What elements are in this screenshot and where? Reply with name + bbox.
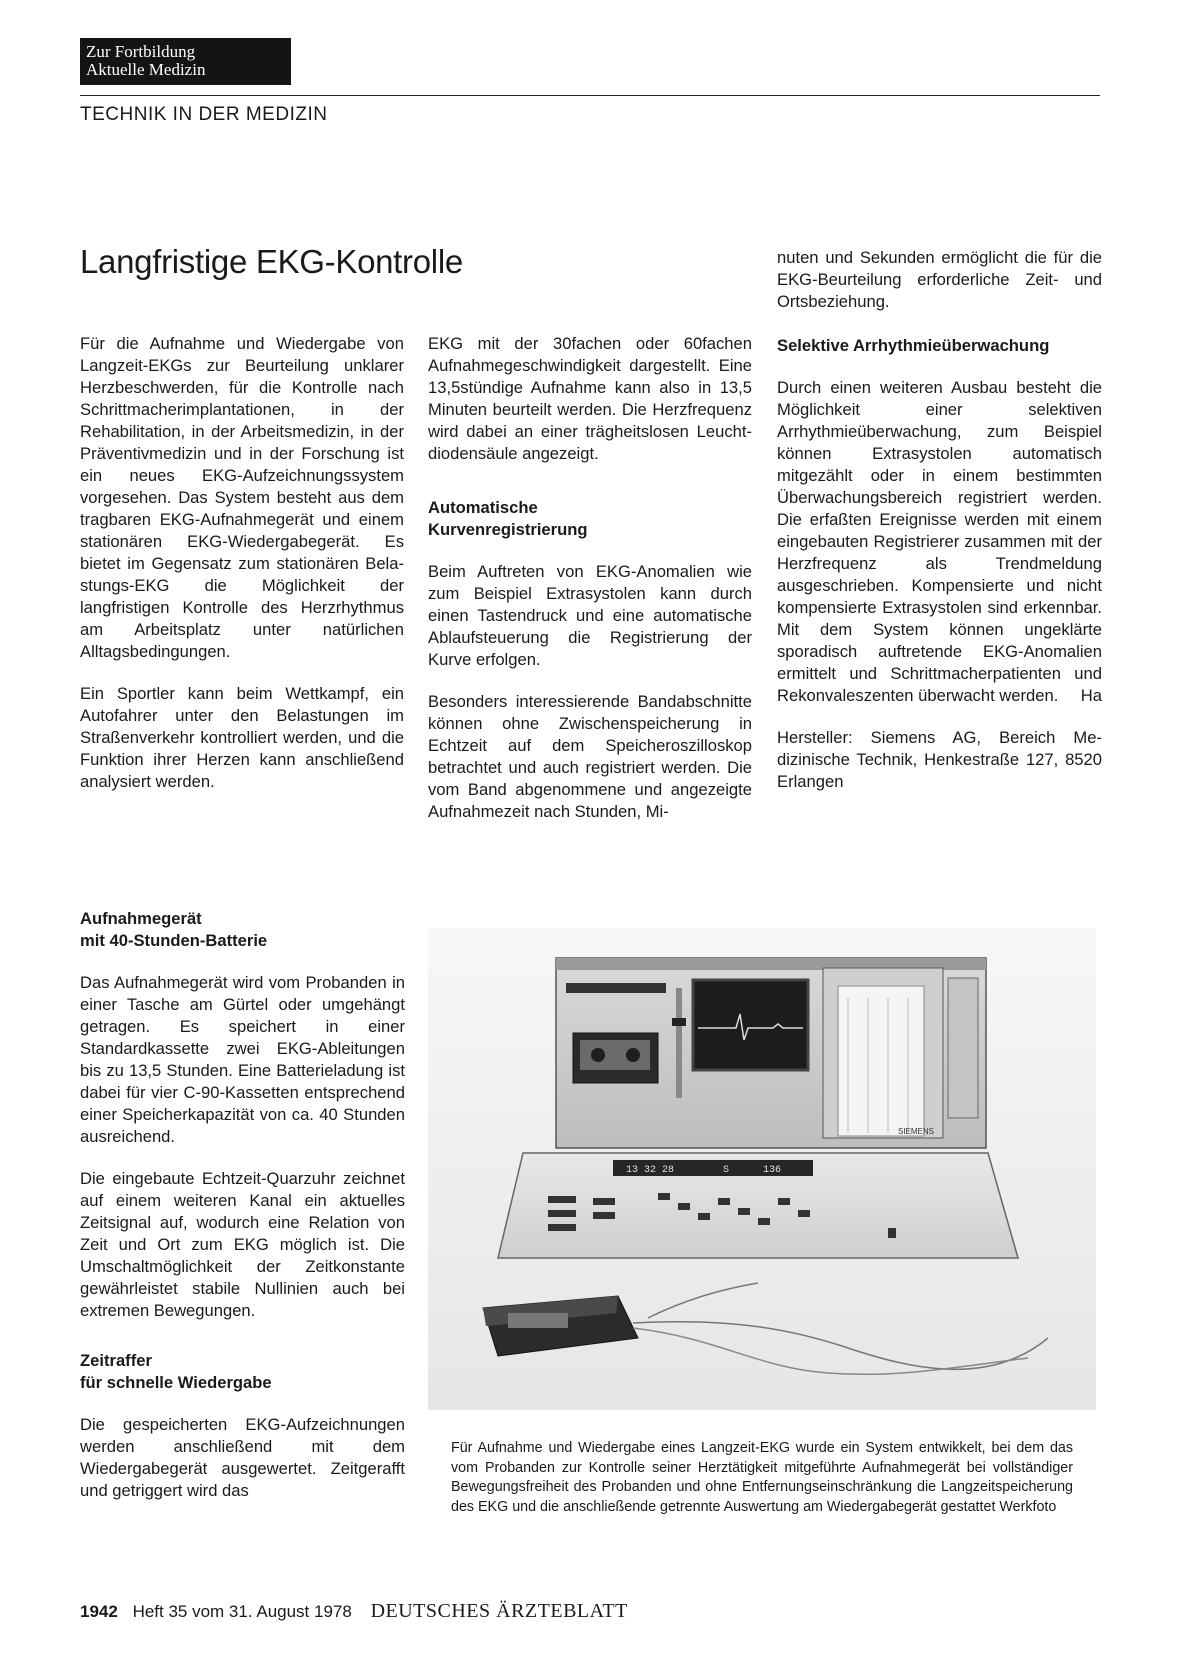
header-rule	[80, 95, 1100, 96]
caption-text: Für Aufnahme und Wiedergabe eines Langzeit-EKG wurde ein System entwikkelt, bei dem das vom Probanden zur Kontrolle seiner Herztätigkeit mitgeführte Aufnahmegerät bei vollständiger Bewegungsfreiheit des Probanden und ohne Entfernungseinschränkung die Langzeitspeicherung des EKG und die anschließende getrennte Auswertung am Wiedergabegerät gestattet	[451, 1440, 1073, 1515]
time-display: 13 32 28	[626, 1165, 675, 1176]
paragraph: Die eingebaute Echtzeit-Quarzuhr zeichnet auf einem weiteren Kanal ein aktuelles Zeitsignal auf, wodurch eine Relation von Zeit und Ort zum EKG möglich ist. Die Umschaltmöglichkeit der Zeitkonstante gewährleistet stabile Nullinien auch bei extremen Bewegungen.	[80, 1169, 405, 1320]
kicker-line-1: Zur Fortbildung	[86, 42, 196, 61]
issue-info: Heft 35 vom 31. August 1978	[132, 1602, 352, 1621]
paragraph: Beim Auftreten von EKG-Anomalien wie zum Beispiel Extrasystolen kann durch einen Tastendruck und eine automatische Ablaufsteuerung die Registrierung der Kurve erfolgen.	[428, 562, 752, 669]
ekg-device-illustration	[428, 928, 1096, 1410]
column-1	[80, 333, 404, 813]
column-4	[80, 908, 405, 1522]
section-heading: TECHNIK IN DER MEDIZIN	[80, 104, 328, 125]
paragraph: EKG mit der 30fachen oder 60fachen Aufnahmegeschwindigkeit dargestellt. Eine 13,5stündige Aufnahme kann also in 13,5 Minuten beurteilt werden. Die Herzfrequenz wird dabei an einer trägheitslosen Leuchtdiodensäule angezeigt.	[428, 334, 752, 463]
kicker-box	[80, 38, 291, 85]
author-signature: Ha	[1080, 686, 1102, 705]
rate-display: 136	[763, 1165, 782, 1176]
paragraph: Das Aufnahmegerät wird vom Probanden in einer Tasche am Gürtel oder umgehängt getragen. Es speichert in einer Standardkassette zwei EKG-Ableitungen bis zu 13,5 Stunden. Eine Batterieladung ist dabei für vier C-90-Kassetten entsprechend einer Speicherkapazität von ca. 40 Stunden ausreichend.	[80, 973, 405, 1146]
playback-unit	[556, 958, 986, 1148]
subheading-selektive-arrhythmieueberwachung: Selektive Arrhythmieüberwachung	[777, 336, 1050, 355]
device-photo	[428, 928, 1096, 1410]
column-3	[777, 247, 1102, 813]
page-footer	[80, 1600, 628, 1623]
display-s: S	[723, 1165, 730, 1176]
paragraph: Für die Aufnahme und Wiedergabe von Langzeit-EKGs zur Beurteilung unklarer Herzbeschwerden, für die Kontrolle nach Schrittmacherimplantationen, in der Rehabilitation, in der Arbeitsmedizin, in der Präventivmedizin und in der Forschung ist ein neues EKG-Aufzeichnungssystem vorgesehen. Das System besteht aus dem tragbaren EKG-Aufnahmegerät und einem stationären EKG-Wiedergabegerät. Es bietet im Gegensatz zum stationären Belastungs-EKG die Möglichkeit der langfristigen Kontrolle des Herzrhythmus am Arbeitsplatz unter natürlichen Alltagsbedingungen.	[80, 334, 404, 661]
paragraph: Besonders interessierende Bandabschnitte können ohne Zwischenspeicherung in Echtzeit auf dem Speicheroszilloskop betrachtet und auch registriert werden. Die vom Band abgenommene und angezeigte Aufnahmezeit nach Stunden, Mi-	[428, 692, 752, 821]
paragraph: Die gespeicherten EKG-Aufzeichnungen werden anschließend mit dem Wiedergabegerät ausgewertet. Zeitgerafft und getriggert wird das	[80, 1415, 405, 1500]
photo-caption	[451, 1439, 1073, 1517]
control-console	[498, 1153, 1018, 1258]
brand-label: SIEMENS	[898, 1127, 935, 1136]
subheading-zeitraffer: Zeitraffer für schnelle Wiedergabe	[80, 1351, 272, 1392]
article-title: Langfristige EKG-Kontrolle	[80, 243, 463, 280]
subheading-automatische-kurvenregistrierung: Automatische Kurvenregistrierung	[428, 498, 588, 539]
column-2	[428, 333, 752, 843]
paragraph: Durch einen weiteren Ausbau besteht die Möglichkeit einer selektiven Arrhythmieüberwachung, zum Beispiel können Extrasystolen automatisch mitgezählt oder in einem bestimmten Überwachungsbereich registriert werden. Die erfaßten Ereignisse werden mit einem eingebauten Registrierer zusammen mit der Herzfrequenz als Trendmeldung ausgeschrieben. Kompensierte und nicht kompensierte Extrasystolen sind erkennbar. Mit dem System können ungeklärte sporadisch auftretende EKG-Anomalien ermittelt und Schrittmacherpatienten und Rekonvaleszenten überwacht werden. Ha	[777, 378, 1102, 705]
paragraph: Ein Sportler kann beim Wettkampf, ein Autofahrer unter den Belastungen im Straßenverkehr kontrolliert werden, und die Funktion ihrer Herzen kann anschließend analysiert werden.	[80, 684, 404, 791]
page-number: 1942	[80, 1602, 118, 1621]
journal-masthead: DEUTSCHES ÄRZTEBLATT	[370, 1600, 628, 1622]
kicker-line-2: Aktuelle Medizin	[86, 60, 206, 79]
photo-credit: Werkfoto	[999, 1498, 1057, 1515]
paragraph: nuten und Sekunden ermöglicht die für die EKG-Beurteilung erforderliche Zeit- und Ortsbeziehung.	[777, 248, 1102, 311]
subheading-aufnahmegeraet: Aufnahmegerät mit 40-Stunden-Batterie	[80, 909, 268, 950]
manufacturer-note: Hersteller: Siemens AG, Bereich Medizinische Technik, Henkestraße 127, 8520 Erlangen	[777, 728, 1102, 791]
